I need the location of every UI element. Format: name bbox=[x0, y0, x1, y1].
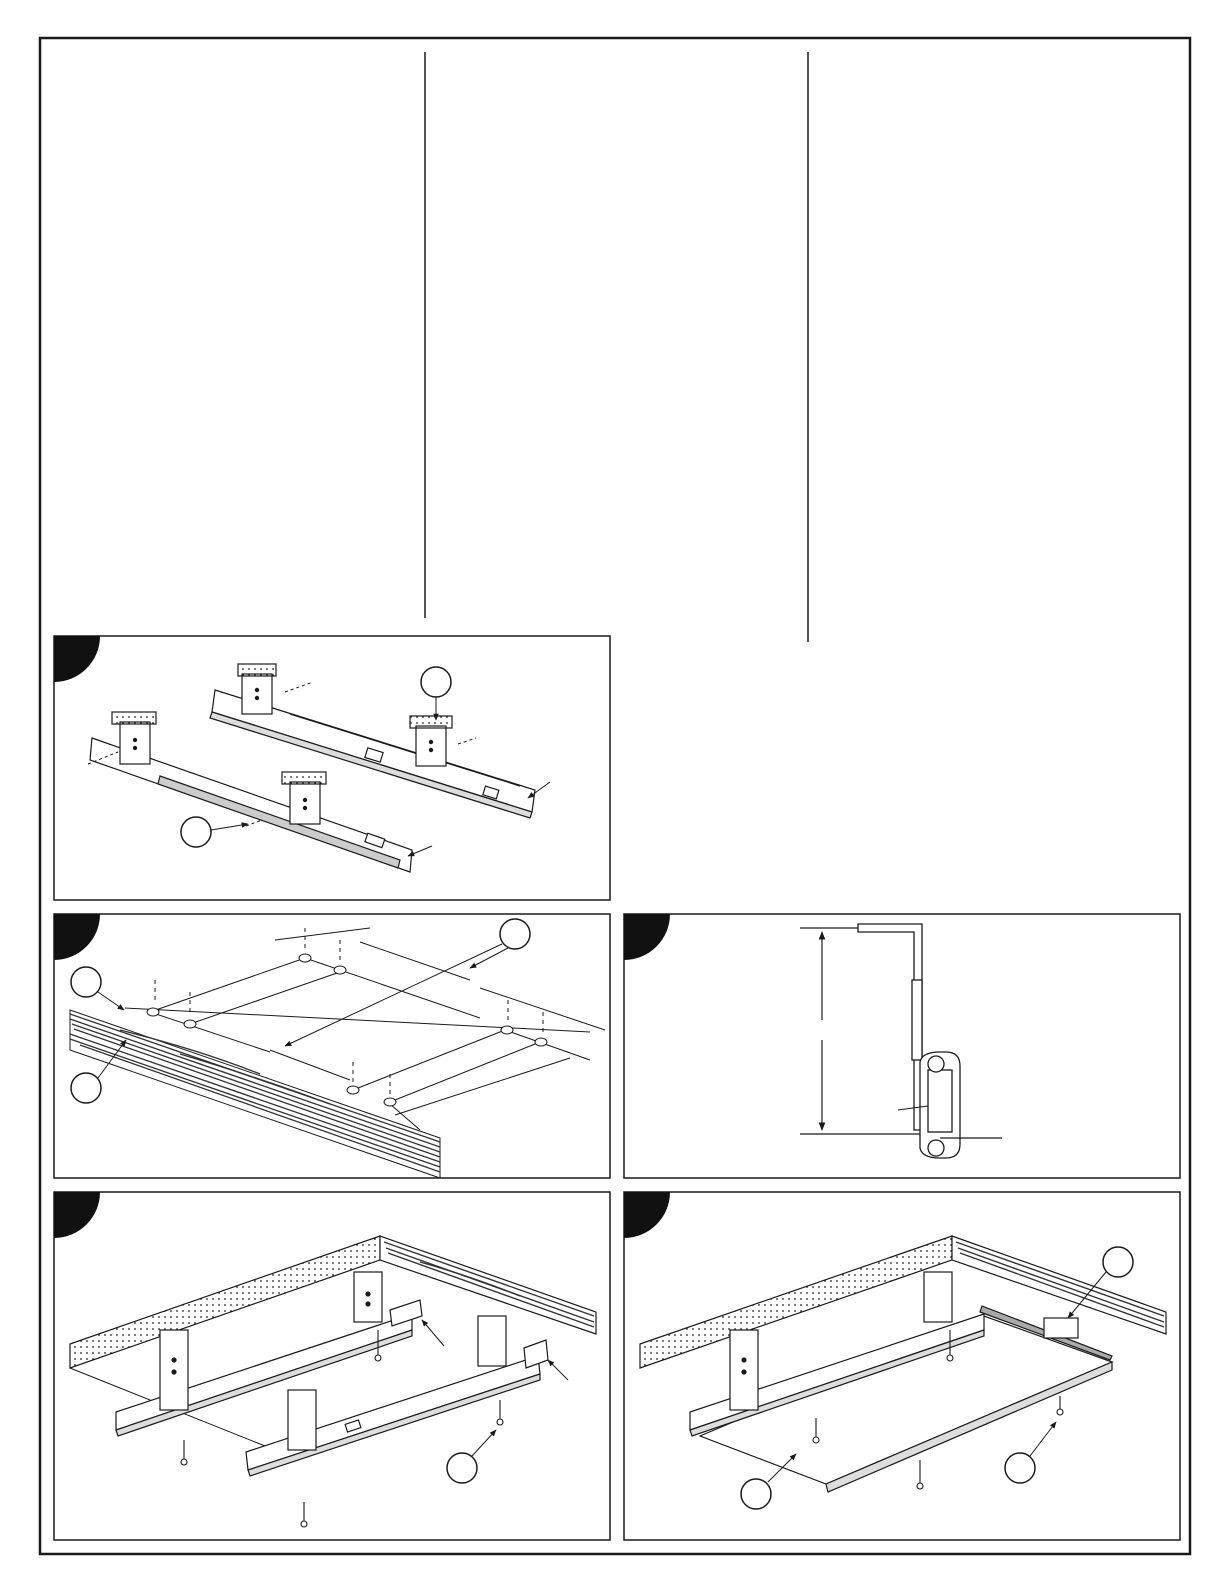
figure-2-panel bbox=[54, 914, 610, 1178]
figure-1-panel bbox=[54, 636, 610, 900]
callout-circle bbox=[447, 1453, 477, 1483]
figure-3-panel bbox=[624, 914, 1180, 1178]
callout-circle bbox=[500, 919, 530, 949]
callout-circle bbox=[421, 667, 451, 697]
callout-circle bbox=[1103, 1247, 1133, 1277]
callout-circle bbox=[71, 967, 101, 997]
callout-circle bbox=[1005, 1453, 1035, 1483]
figure-4-panel bbox=[54, 1192, 610, 1540]
callout-circle bbox=[741, 1479, 771, 1509]
callout-circle bbox=[181, 817, 211, 847]
callout-circle bbox=[71, 1073, 101, 1103]
figure-5-panel bbox=[624, 1192, 1180, 1540]
